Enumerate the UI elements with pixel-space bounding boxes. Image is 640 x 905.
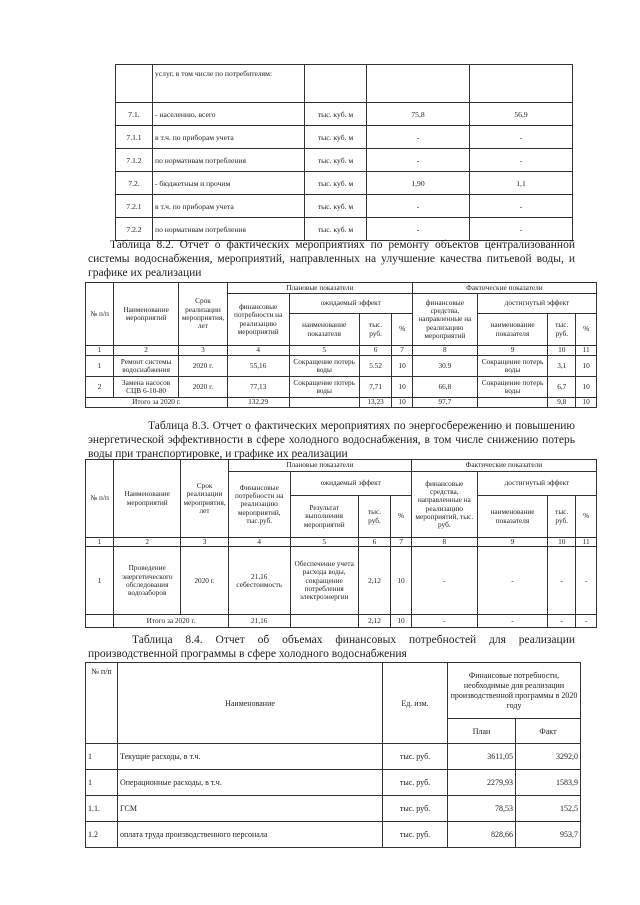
- table-cell: [289, 398, 359, 408]
- table-cell: 2020 г.: [179, 356, 228, 377]
- table-cell: -: [411, 547, 477, 615]
- table-cell: тыс. руб.: [548, 314, 576, 346]
- col-header-plan: План: [448, 719, 516, 744]
- table-row: [86, 796, 581, 822]
- table-cell: -: [576, 615, 597, 628]
- table-cell: [290, 615, 358, 628]
- table-cell: тыс. куб. м: [305, 172, 367, 195]
- column-numbers-row: [86, 538, 597, 547]
- col-header-name: Наименование мероприятий: [114, 283, 179, 346]
- table-cell: достигнутый эффект: [477, 472, 596, 496]
- table-cell: [116, 65, 153, 103]
- table-cell: 3: [179, 346, 228, 356]
- table-cell: 3,1: [548, 356, 576, 377]
- table-cell: ожидаемый эффект: [290, 472, 411, 496]
- table-cell: Результат выполнения мероприятий: [290, 496, 358, 538]
- table-cell: %: [576, 314, 597, 346]
- table-8-2-caption: Таблица 8.2. Отчет о фактических мероприятиях по ремонту объектов централизованной системы водоснабжения, мероприятий, направленных на улучшение качества питьевой воды, и графике их реализации: [88, 239, 575, 280]
- col-header-fin: Финансовые потребности, необходимые для реализации производственной программы в 2020 году: [448, 663, 581, 719]
- table-cell: 21,16: [228, 615, 290, 628]
- table-cell: Сокращение потерь воды: [289, 356, 359, 377]
- table-cell: 2020 г.: [179, 377, 228, 398]
- table-cell: 9,8: [548, 398, 576, 408]
- table-cell: финансовые потребности на реализацию мероприятий: [227, 294, 289, 346]
- table-row: [116, 103, 573, 126]
- table-row: [116, 195, 573, 218]
- table-8-3: [85, 459, 597, 628]
- table-cell: [470, 65, 573, 103]
- table-cell: 10: [392, 398, 413, 408]
- table-cell: 2: [114, 346, 179, 356]
- table-cell: 2: [114, 538, 181, 547]
- table-total-row: [86, 398, 597, 408]
- table-cell: 152,5: [516, 796, 581, 822]
- table-cell: 6,7: [548, 377, 576, 398]
- table-cell: Итого за 2020 г.: [114, 615, 229, 628]
- table-cell: наименование показателя: [477, 496, 547, 538]
- table-cell: 10: [576, 398, 597, 408]
- table-cell: 4: [228, 538, 290, 547]
- table-cell: 10: [576, 356, 597, 377]
- table-cell: -: [367, 195, 470, 218]
- column-numbers-row: [86, 346, 597, 356]
- table-cell: 7.1.1: [116, 126, 153, 149]
- table-cell: 5.52: [359, 356, 391, 377]
- table-cell: тыс. руб.: [358, 496, 390, 538]
- table-cell: тыс. куб. м: [305, 103, 367, 126]
- table-cell: 7.2.1: [116, 195, 153, 218]
- table-row: [116, 149, 573, 172]
- table-cell: 1: [86, 538, 114, 547]
- table-cell: 2279,93: [448, 770, 516, 796]
- table-cell: -: [477, 615, 547, 628]
- col-header-term: Срок реализации мероприятия, лет: [181, 460, 229, 538]
- table-cell: [477, 398, 547, 408]
- table-cell: тыс. руб.: [359, 314, 391, 346]
- col-header-num: № п/п: [86, 663, 118, 744]
- table-cell: 10: [392, 356, 413, 377]
- table-cell: тыс. куб. м: [305, 195, 367, 218]
- col-header-fact: Фактические показатели: [412, 283, 596, 294]
- table-cell: -: [367, 149, 470, 172]
- table-cell: -: [367, 218, 470, 241]
- table-cell: достигнутый эффект: [477, 294, 596, 314]
- table-cell: услуг, в том числе по потребителям:: [153, 65, 305, 103]
- table-cell: Итого за 2020 г.: [86, 398, 228, 408]
- table-cell: [86, 615, 114, 628]
- table-cell: -: [367, 126, 470, 149]
- table-cell: оплата труда производственного персонала: [118, 822, 383, 848]
- table-row: [116, 172, 573, 195]
- table-cell: -: [470, 149, 573, 172]
- table-cell: 10: [576, 377, 597, 398]
- table-cell: тыс. куб. м: [305, 218, 367, 241]
- table-cell: -: [548, 547, 576, 615]
- table-cell: -: [576, 547, 597, 615]
- table-cell: 132,29: [227, 398, 289, 408]
- table-cell: [305, 65, 367, 103]
- table-cell: 5: [289, 346, 359, 356]
- table-cell: 3: [181, 538, 229, 547]
- table-cell: Ремонт системы водоснабжения: [114, 356, 179, 377]
- table-cell: 97,7: [412, 398, 477, 408]
- table-cell: 10: [391, 615, 412, 628]
- table-cell: 3611,05: [448, 744, 516, 770]
- table-cell: 13,23: [359, 398, 391, 408]
- table-cell: 1: [86, 744, 118, 770]
- table-cell: 1583,9: [516, 770, 581, 796]
- table-cell: %: [392, 314, 413, 346]
- table-8-1-continuation: [115, 64, 573, 241]
- col-header-term: Срок реализации мероприятия, лет: [179, 283, 228, 346]
- table-cell: 56,9: [470, 103, 573, 126]
- table-cell: - бюджетным и прочим: [153, 172, 305, 195]
- table-cell: 3292,0: [516, 744, 581, 770]
- table-cell: 11: [576, 538, 597, 547]
- table-cell: 10: [391, 547, 412, 615]
- table-cell: 1: [86, 356, 114, 377]
- table-row: [86, 770, 581, 796]
- table-row: [116, 126, 573, 149]
- table-cell: 7.1.: [116, 103, 153, 126]
- table-cell: 66,8: [412, 377, 477, 398]
- table-cell: наименование показателя: [289, 314, 359, 346]
- table-cell: -: [411, 615, 477, 628]
- table-cell: 55,16: [227, 356, 289, 377]
- table-cell: тыс. руб.: [383, 744, 448, 770]
- table-cell: 6: [359, 346, 391, 356]
- table-cell: 2020 г.: [181, 547, 229, 615]
- table-cell: 2,12: [358, 547, 390, 615]
- table-cell: тыс. руб.: [548, 496, 576, 538]
- table-cell: финансовые средства, направленные на реализацию мероприятий, тыс. руб.: [411, 472, 477, 538]
- table-cell: Сокращение потерь воды: [477, 377, 547, 398]
- table-cell: 5: [290, 538, 358, 547]
- table-cell: 9: [477, 346, 547, 356]
- table-cell: финансовые средства, направленные на реализацию мероприятий: [412, 294, 477, 346]
- table-row: [116, 65, 573, 103]
- table-cell: %: [576, 496, 597, 538]
- table-cell: тыс. куб. м: [305, 126, 367, 149]
- table-cell: Обеспечение учета расхода воды, сокращение потребления электроэнергии: [290, 547, 358, 615]
- table-cell: %: [391, 496, 412, 538]
- col-header-name: Наименование мероприятий: [114, 460, 181, 538]
- table-8-4: [85, 662, 581, 848]
- table-cell: ожидаемый эффект: [289, 294, 412, 314]
- table-cell: 8: [412, 346, 477, 356]
- col-header-plan: Плановые показатели: [228, 460, 411, 472]
- table-cell: 10: [548, 346, 576, 356]
- table-cell: 1,1: [470, 172, 573, 195]
- table-cell: 7,71: [359, 377, 391, 398]
- table-cell: по нормативам потребления: [153, 149, 305, 172]
- table-cell: 7.2.2: [116, 218, 153, 241]
- table-row: [86, 356, 597, 377]
- table-cell: [367, 65, 470, 103]
- table-cell: 1: [86, 770, 118, 796]
- table-cell: Финансовые потребности на реализацию мероприятий, тыс.руб.: [228, 472, 290, 538]
- table-row: [86, 822, 581, 848]
- table-cell: в т.ч. по приборам учета: [153, 126, 305, 149]
- table-cell: тыс. руб.: [383, 796, 448, 822]
- col-header-unit: Ед. изм.: [383, 663, 448, 744]
- col-header-fact: Факт: [516, 719, 581, 744]
- table-row: [86, 744, 581, 770]
- table-cell: 1,90: [367, 172, 470, 195]
- table-cell: -: [470, 218, 573, 241]
- table-cell: тыс. руб.: [383, 822, 448, 848]
- table-cell: 11: [576, 346, 597, 356]
- table-cell: 7: [392, 346, 413, 356]
- table-cell: 21,16 себестоимость: [228, 547, 290, 615]
- table-cell: наименование показателя: [477, 314, 547, 346]
- table-cell: в т.ч. по приборам учета: [153, 195, 305, 218]
- table-cell: 30.9: [412, 356, 477, 377]
- table-cell: 10: [548, 538, 576, 547]
- col-header-name: Наименование: [118, 663, 383, 744]
- table-cell: по нормативам потребления: [153, 218, 305, 241]
- table-cell: 7: [391, 538, 412, 547]
- table-8-3-caption: Таблица 8.3. Отчет о фактических мероприятиях по энергосбережению и повышению энергетической эффективности в сфере холодного водоснабжения, в том числе снижению потерь воды при транспортировке, и графике их реализации: [88, 420, 575, 461]
- table-8-4-caption: Таблица 8.4. Отчет об объемах финансовых потребностей для реализации производственной программы в сфере холодного водоснабжения: [88, 634, 575, 661]
- table-cell: 4: [227, 346, 289, 356]
- table-cell: 7.2.: [116, 172, 153, 195]
- table-cell: Текущие расходы, в т.ч.: [118, 744, 383, 770]
- table-cell: 75,8: [367, 103, 470, 126]
- table-cell: Сокращение потерь воды: [477, 356, 547, 377]
- table-cell: 1: [86, 547, 114, 615]
- table-cell: 8: [411, 538, 477, 547]
- table-cell: 9: [477, 538, 547, 547]
- table-8-2: [85, 282, 597, 408]
- table-cell: 6: [358, 538, 390, 547]
- col-header-num: № п/п: [86, 283, 114, 346]
- table-cell: 953,7: [516, 822, 581, 848]
- table-cell: тыс. куб. м: [305, 149, 367, 172]
- table-cell: тыс. руб.: [383, 770, 448, 796]
- table-cell: 828,66: [448, 822, 516, 848]
- table-cell: ГСМ: [118, 796, 383, 822]
- table-cell: 1: [86, 346, 114, 356]
- col-header-fact: Фактические показатели: [411, 460, 596, 472]
- table-cell: 1.2: [86, 822, 118, 848]
- table-cell: 10: [392, 377, 413, 398]
- table-cell: 77,13: [227, 377, 289, 398]
- table-cell: -: [477, 547, 547, 615]
- table-total-row: [86, 615, 597, 628]
- table-row: [86, 377, 597, 398]
- table-cell: 2,12: [358, 615, 390, 628]
- table-row: [86, 547, 597, 615]
- col-header-num: № п/п: [86, 460, 114, 538]
- table-cell: Проведение энергетического обследования водозаборов: [114, 547, 181, 615]
- table-cell: 7.1.2: [116, 149, 153, 172]
- table-cell: - населению, всего: [153, 103, 305, 126]
- col-header-plan: Плановые показатели: [227, 283, 412, 294]
- table-cell: Операционные расходы, в т.ч.: [118, 770, 383, 796]
- table-cell: -: [548, 615, 576, 628]
- table-cell: 78,53: [448, 796, 516, 822]
- table-cell: Сокращение потерь воды: [289, 377, 359, 398]
- table-cell: Замена насосов СЦВ 6-10-80: [114, 377, 179, 398]
- table-cell: 1.1.: [86, 796, 118, 822]
- table-cell: 2: [86, 377, 114, 398]
- table-cell: -: [470, 195, 573, 218]
- table-cell: -: [470, 126, 573, 149]
